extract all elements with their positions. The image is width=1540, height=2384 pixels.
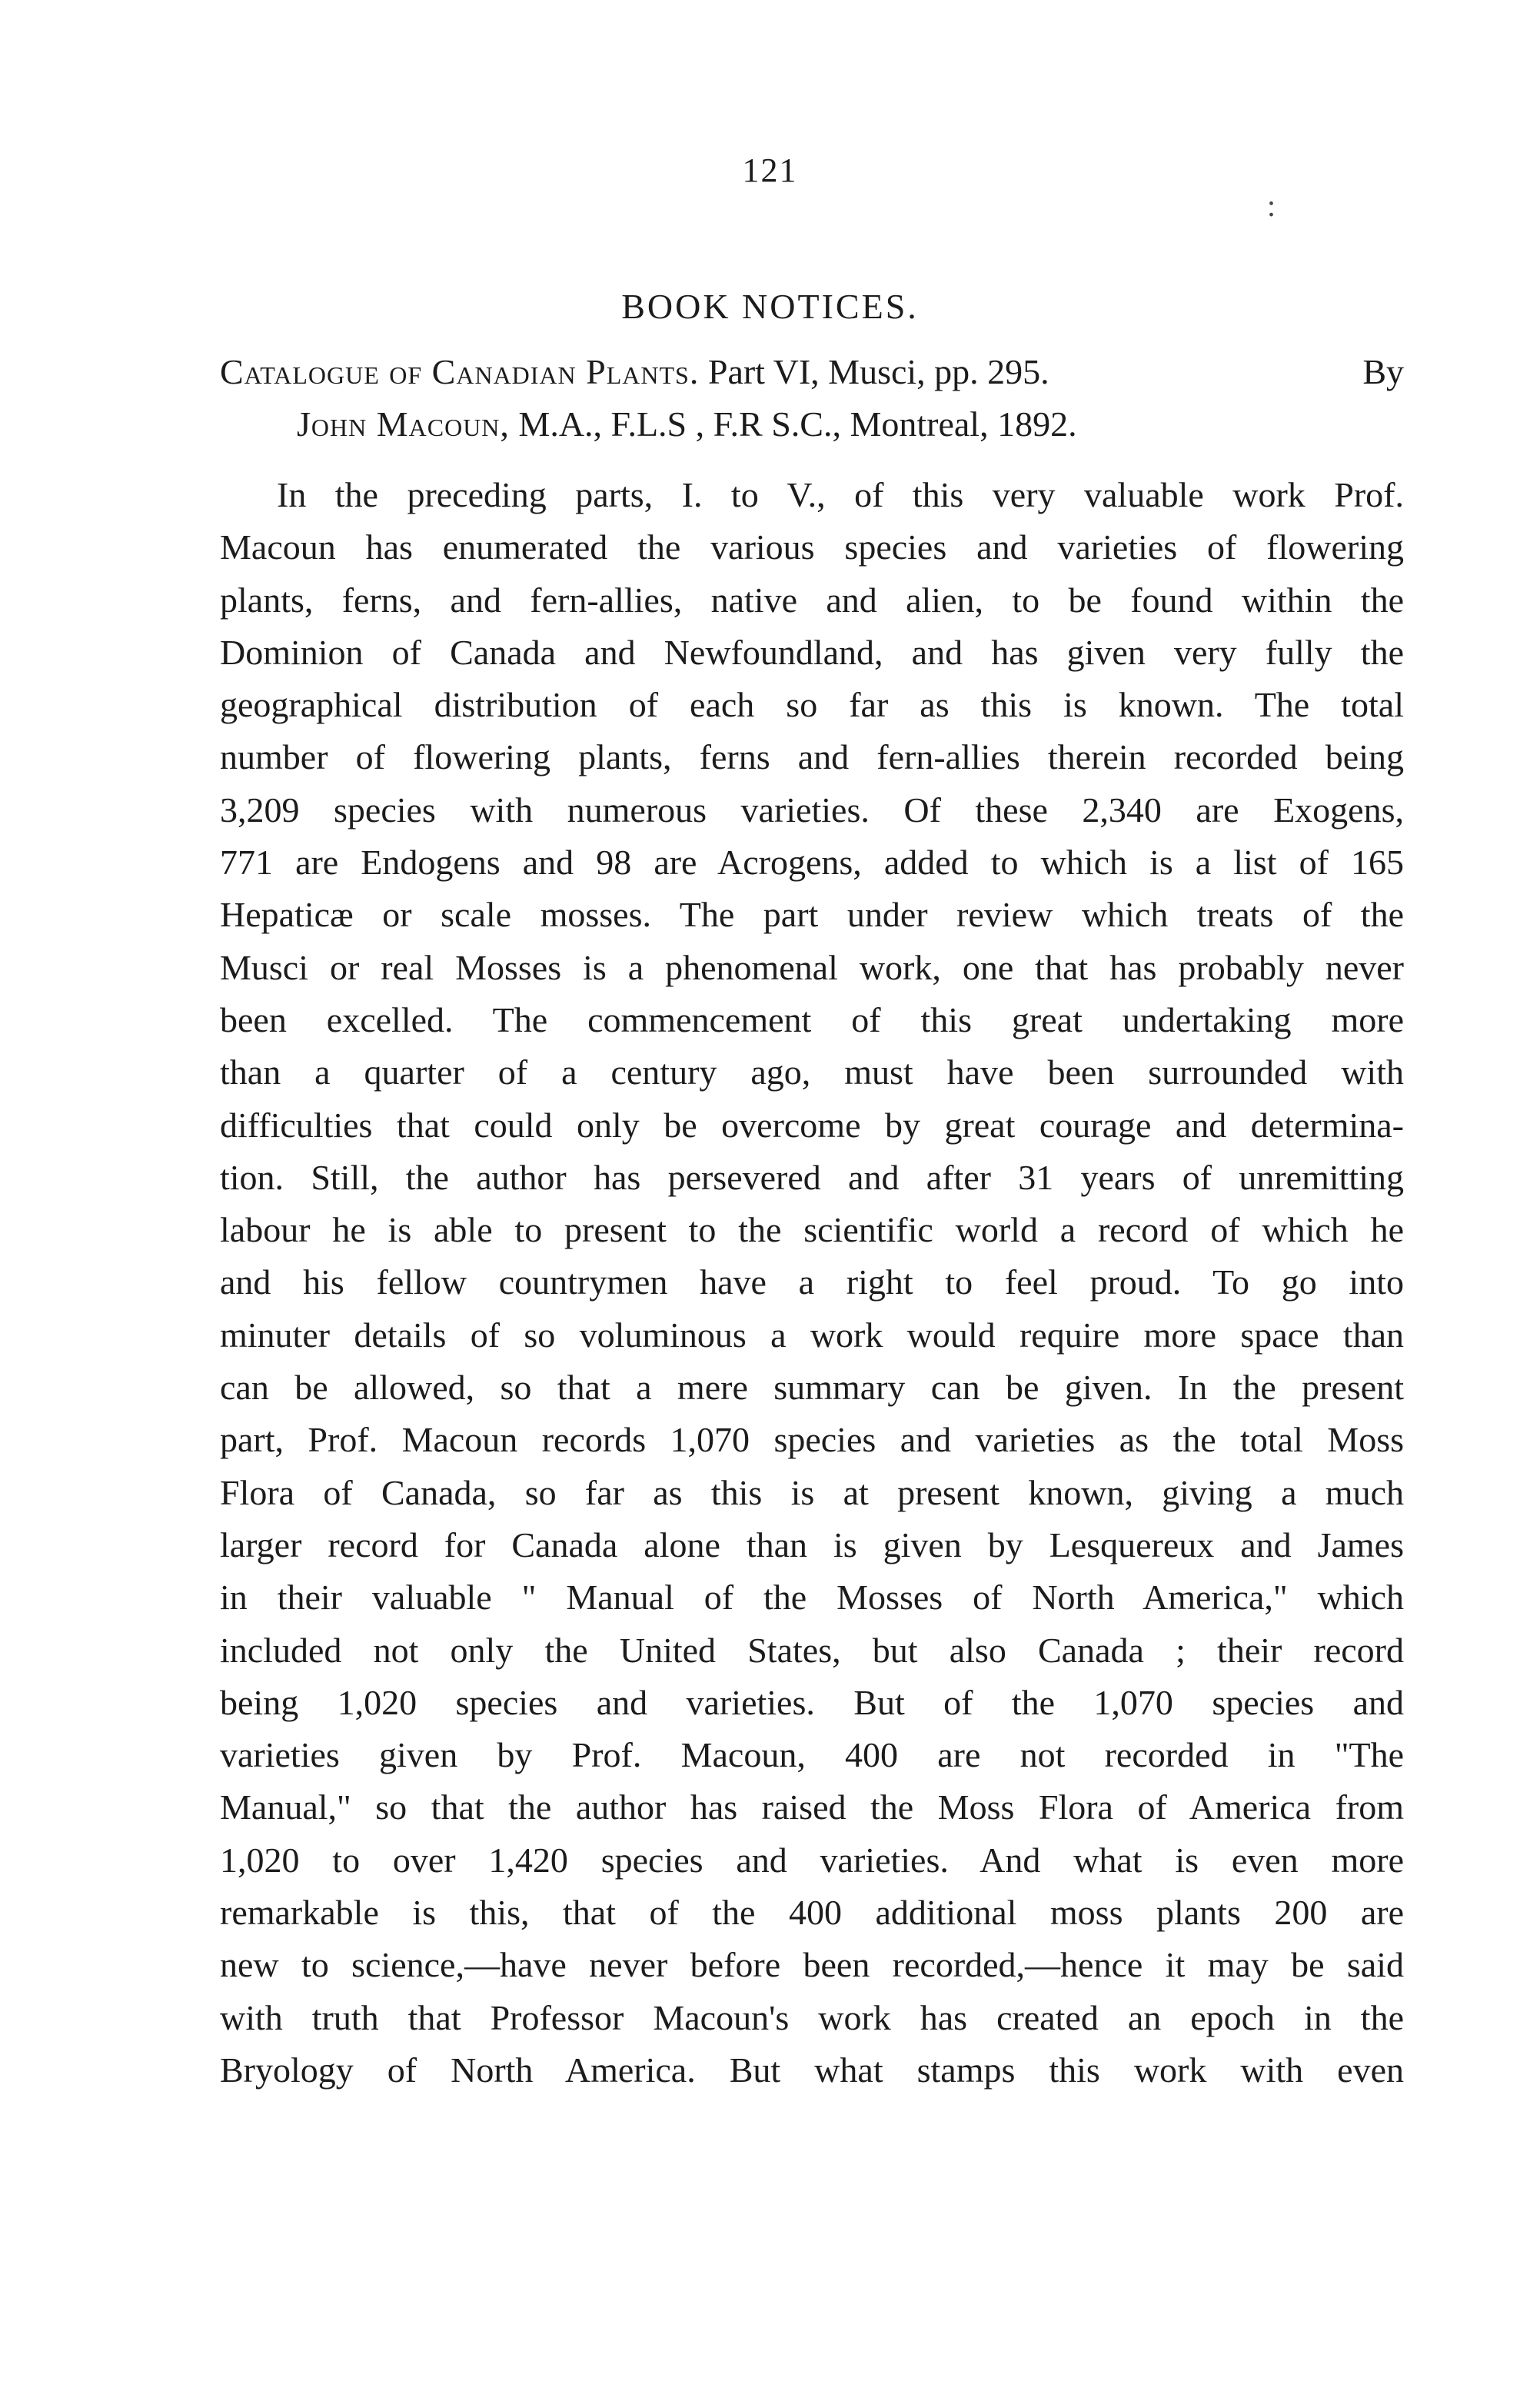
text-line: included not only the United States, but also Canada ; their record [220,1630,1404,1670]
text-line: part, Prof. Macoun records 1,070 species and varieties as the total Moss [220,1420,1404,1460]
text-line: Flora of Canada, so far as this is at present known, giving a much [220,1472,1404,1512]
text-line: geographical distribution of each so far as this is known. The total [220,685,1404,725]
text-line: and his fellow countrymen have a right to feel proud. To go into [220,1262,1404,1302]
text-line: Musci or real Mosses is a phenomenal work, one that has probably never [220,947,1404,987]
text-line: tion. Still, the author has persevered and after 31 years of unremitting [220,1157,1404,1197]
text-line: varieties given by Prof. Macoun, 400 are not recorded in "The [220,1735,1404,1775]
text-line: Macoun has enumerated the various species and varieties of flowering [220,527,1404,567]
text-line: been excelled. The commencement of this great undertaking more [220,999,1404,1039]
stray-mark: : [1267,188,1276,223]
text-line: difficulties that could only be overcome by great courage and determina- [220,1105,1404,1145]
text-line: larger record for Canada alone than is given by Lesquereux and James [220,1524,1404,1564]
text-line: 771 are Endogens and 98 are Acrogens, added to which is a list of 165 [220,843,1404,883]
citation-title: Catalogue of Canadian Plants. [220,352,700,391]
citation-line-2 [220,398,1404,451]
text-line: plants, ferns, and fern-allies, native and alien, to be found within the [220,580,1404,620]
text-line: number of flowering plants, ferns and fern-allies therein recorded being [220,737,1404,777]
text-line: 1,020 to over 1,420 species and varieties. And what is even more [220,1840,1404,1880]
citation-part: Part VI, Musci, pp. 295. [707,352,1049,391]
citation-credentials: M.A., F.L.S , F.R S.C., Montreal, 1892. [518,404,1077,444]
text-line: minuter details of so voluminous a work would require more space than [220,1315,1404,1355]
review-text [220,469,1404,2096]
citation-by: By [1362,352,1404,391]
text-line: labour he is able to present to the scientific world a record of which he [220,1210,1404,1250]
text-line: than a quarter of a century ago, must have been surrounded with [220,1052,1404,1092]
text-line: can be allowed, so that a mere summary can be given. In the present [220,1368,1404,1408]
text-line: being 1,020 species and varieties. But of the 1,070 species and [220,1682,1404,1722]
text-line: Dominion of Canada and Newfoundland, and has given very fully the [220,632,1404,672]
text-line: Hepaticæ or scale mosses. The part under review which treats of the [220,895,1404,935]
text-line: Bryology of North America. But what stamps this work with even [220,2050,1404,2090]
text-line: in their valuable " Manual of the Mosses of North America," which [220,1578,1404,1618]
text-line: with truth that Professor Macoun's work has created an epoch in the [220,1997,1404,2037]
text-line: new to science,—have never before been recorded,—hence it may be said [220,1945,1404,1985]
text-line: In the preceding parts, I. to V., of this very valuable work Prof. [277,475,1404,514]
text-line: remarkable is this, that of the 400 additional moss plants 200 are [220,1893,1404,1933]
book-citation [220,346,1404,451]
text-line: Manual," so that the author has raised the Moss Flora of America from [220,1787,1404,1827]
text-line: 3,209 species with numerous varieties. Of these 2,340 are Exogens, [220,790,1404,830]
citation-line-1 [220,346,1404,398]
page-number: 121 [742,151,798,189]
citation-author: John Macoun, [297,404,510,444]
section-title: BOOK NOTICES. [621,287,919,326]
